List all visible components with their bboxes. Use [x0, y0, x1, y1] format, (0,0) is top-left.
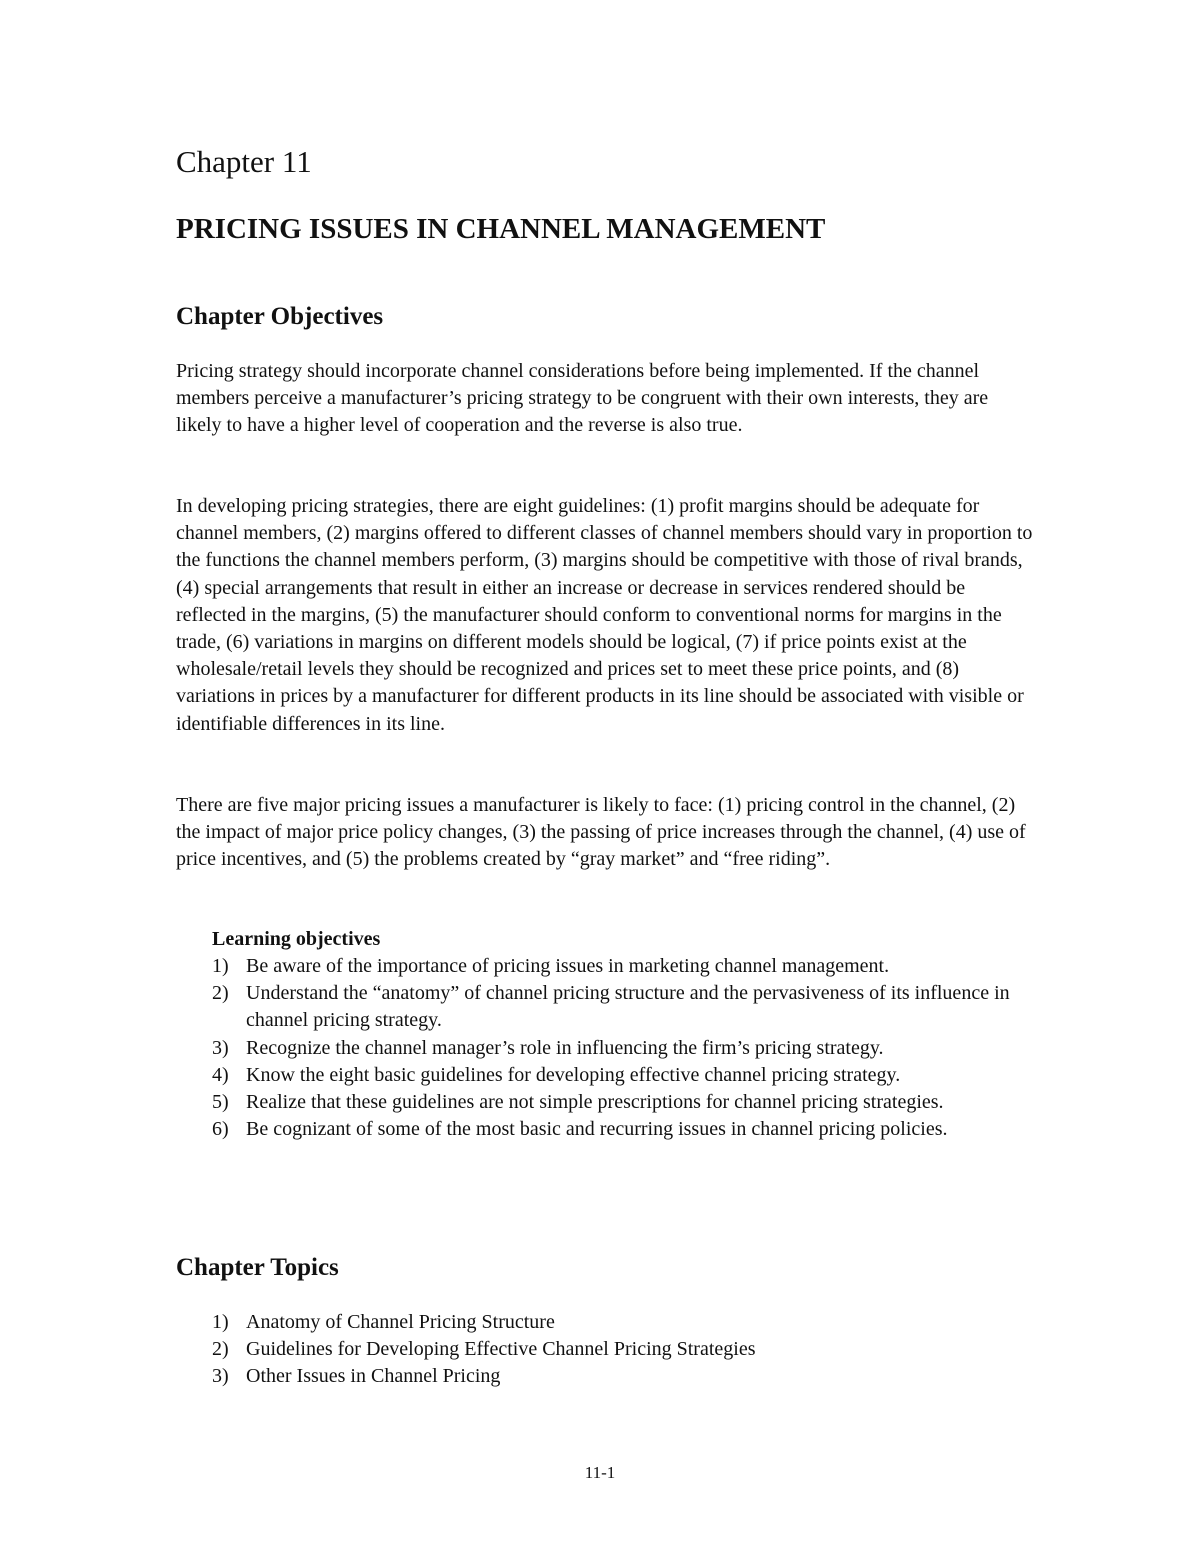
list-item-number: 2)	[212, 1338, 229, 1361]
list-item-text: Anatomy of Channel Pricing Structure	[246, 1311, 555, 1333]
list-item	[176, 980, 1036, 1034]
objectives-heading: Chapter Objectives	[176, 303, 384, 330]
list-item-text: Know the eight basic guidelines for developing effective channel pricing strategy.	[246, 1063, 901, 1086]
learning-objectives-heading: Learning objectives	[212, 928, 381, 950]
objectives-paragraph-2: In developing pricing strategies, there are eight guidelines: (1) profit margins should be adequate for channel members, (2) margins offered to different classes of channel members should vary in proportion to the functions the channel members perform, (3) margins should be competitive with those of rival brands, (4) special arrangements that result in either an increase or decrease in services rendered should be reflected in the margins, (5) the manufacturer should conform to conventional norms for margins in the trade, (6) variations in margins on different models should be logical, (7) if price points exist at the wholesale/retail levels they should be recognized and prices set to meet these price points, and (8) variations in prices by a manufacturer for different products in its line should be associated with visible or identifiable differences in its line.	[176, 495, 1033, 735]
list-item-number: 3)	[212, 1036, 229, 1059]
list-item	[176, 1089, 1036, 1116]
list-item-number: 4)	[212, 1063, 229, 1086]
list-item-text: Understand the “anatomy” of channel pricing structure and the pervasiveness of its influence in channel pricing strategy.	[246, 982, 1010, 1032]
topics-heading: Chapter Topics	[176, 1254, 339, 1281]
list-item	[176, 1062, 1036, 1089]
chapter-title: PRICING ISSUES IN CHANNEL MANAGEMENT	[176, 213, 826, 245]
list-item-number: 5)	[212, 1091, 229, 1114]
objectives-paragraph-3: There are five major pricing issues a manufacturer is likely to face: (1) pricing control in the channel, (2) the impact of major price policy changes, (3) the passing of price increases through the channel, (4) use of price incentives, and (5) the problems created by “gray market” and “free riding”.	[176, 794, 1026, 871]
page-number: 11-1	[584, 1463, 616, 1482]
chapter-label: Chapter 11	[176, 144, 312, 179]
learning-objectives-list	[176, 953, 1036, 1143]
list-item-text: Other Issues in Channel Pricing	[246, 1365, 501, 1388]
list-item	[176, 1309, 1036, 1336]
list-item-number: 3)	[212, 1365, 229, 1388]
list-item	[176, 1363, 1036, 1390]
list-item-text: Recognize the channel manager’s role in influencing the firm’s pricing strategy.	[246, 1036, 884, 1059]
list-item	[176, 1035, 1036, 1062]
list-item	[176, 1336, 1036, 1363]
list-item	[176, 953, 1036, 980]
objectives-paragraph-1: Pricing strategy should incorporate channel considerations before being implemented. If the channel members perceive a manufacturer’s pricing strategy to be congruent with their own interests, they are likely to have a higher level of cooperation and the reverse is also true.	[176, 360, 989, 437]
list-item-number: 2)	[212, 982, 229, 1005]
list-item	[176, 1116, 1036, 1143]
list-item-text: Realize that these guidelines are not simple prescriptions for channel pricing strategies.	[246, 1091, 944, 1114]
list-item-number: 1)	[212, 1311, 229, 1333]
list-item-number: 1)	[212, 955, 229, 977]
topics-list	[176, 1309, 1036, 1391]
list-item-number: 6)	[212, 1118, 229, 1141]
list-item-text: Be cognizant of some of the most basic and recurring issues in channel pricing policies.	[246, 1118, 948, 1141]
list-item-text: Guidelines for Developing Effective Channel Pricing Strategies	[246, 1338, 756, 1361]
list-item-text: Be aware of the importance of pricing issues in marketing channel management.	[246, 955, 890, 977]
